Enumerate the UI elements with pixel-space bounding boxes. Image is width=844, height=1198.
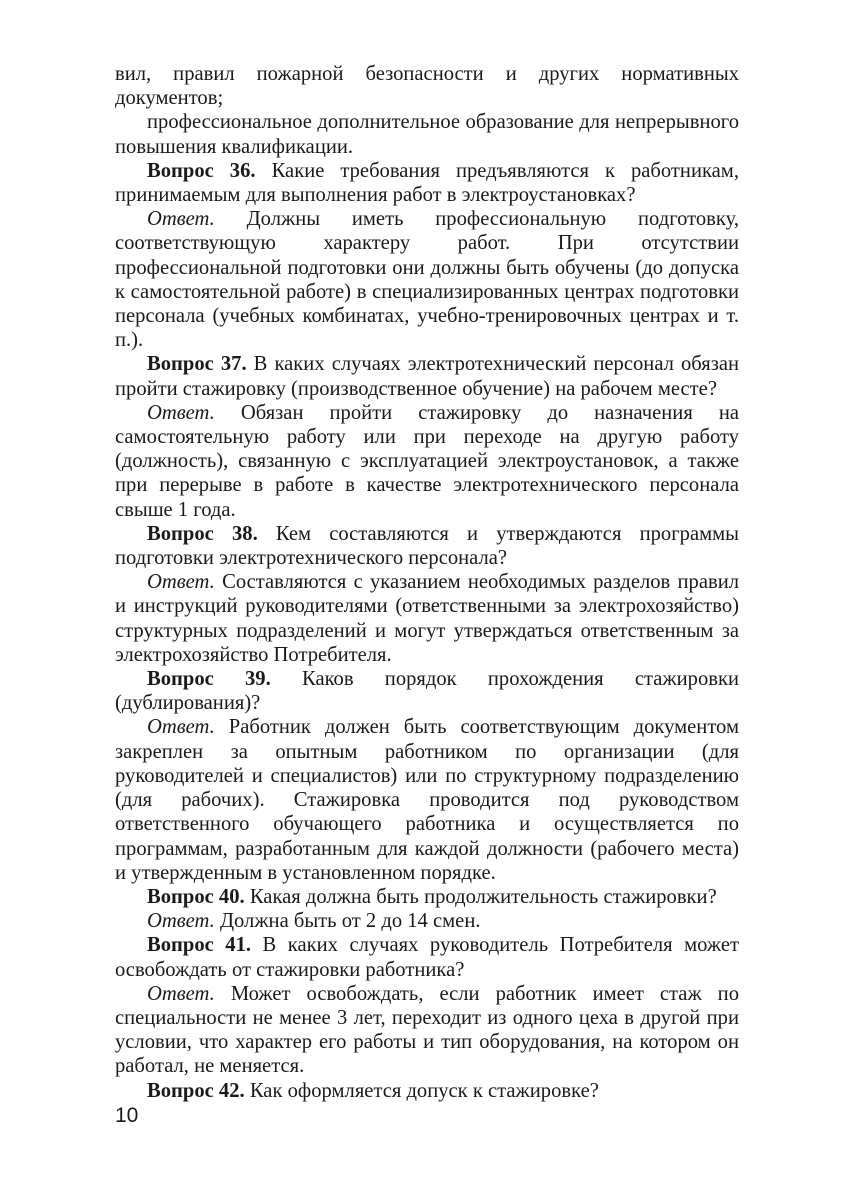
question-label: Вопрос 40. <box>147 885 245 908</box>
answer-label: Ответ. <box>147 208 215 231</box>
question-text: Какие требования предъявляются к работникам, принимаемым для выполнения работ в электроустановках? <box>115 159 739 207</box>
question-text: Кем составляются и утверждаются программы подготовки электротехнического персонала? <box>115 522 739 570</box>
answer-label: Ответ. <box>147 910 215 933</box>
question-text: Какая должна быть продолжительность стажировки? <box>244 885 717 908</box>
answer-40 <box>115 909 739 933</box>
question-label: Вопрос 41. <box>147 934 252 957</box>
question-text: В каких случаях руководитель Потребителя может освобождать от стажировки работника? <box>115 934 739 981</box>
question-label: Вопрос 39. <box>147 668 271 691</box>
question-text: В каких случаях электротехнический персонал обязан пройти стажировку (производственное обучение) на рабочем месте? <box>115 353 740 400</box>
question-label: Вопрос 38. <box>147 522 258 545</box>
answer-label: Ответ. <box>147 571 215 594</box>
answer-41 <box>115 982 739 1079</box>
question-41 <box>115 933 739 981</box>
answer-label: Ответ. <box>147 982 215 1005</box>
question-text: Каков порядок прохождения стажировки (дублирования)? <box>115 668 739 715</box>
answer-text: Составляются с указанием необходимых разделов правил и инструкций руководителями (ответственными за электрохозяйство) структурных подразделений и могут утверждаться ответственным за электрохозяйство Потребителя. <box>115 571 739 666</box>
question-text: Как оформляется допуск к стажировке? <box>244 1079 599 1102</box>
question-39 <box>115 667 739 715</box>
question-36 <box>115 159 739 207</box>
intro-paragraph-2: профессиональное дополнительное образование для непрерывного повышения квалификации. <box>115 111 739 158</box>
page-body <box>115 62 739 1103</box>
answer-text: Должна быть от 2 до 14 смен. <box>214 910 481 933</box>
question-40 <box>115 885 739 909</box>
answer-text: Должны иметь профессиональную подготовку, соответствующую характеру работ. При отсутствии профессиональной подготовки они должны быть обучены (до допуска к самостоятельной работе) в специализированных центрах подготовки персонала (учебных комбинатах, учебно-тренировочных центрах и т. п.). <box>115 208 739 352</box>
answer-text: Может освобождать, если работник имеет стаж по специальности не менее 3 лет, переходит из одного цеха в другой при условии, что характер его работы и тип оборудования, на котором он работал, не меняется. <box>115 982 739 1078</box>
answer-36 <box>115 207 739 352</box>
question-label: Вопрос 42. <box>147 1079 245 1102</box>
question-label: Вопрос 37. <box>147 353 247 376</box>
answer-text: Обязан пройти стажировку до назначения на самостоятельную работу или при переходе на другую работу (должность), связанную с эксплуатацией электроустановок, а также при перерыве в работе в качестве электротехнического персонала свыше 1 года. <box>115 401 739 521</box>
answer-text: Работник должен быть соответствующим документом закреплен за опытным работником по организации (для руководителей и специалистов) или по структурному подразделению (для рабочих). Стажировка проводится под руководством ответственного обучающего работника и осуществляется по программам, разработанным для каждой должности (рабочего места) и утвержденным в установленном порядке. <box>115 716 739 884</box>
question-37 <box>115 352 739 400</box>
question-label: Вопрос 36. <box>147 159 256 182</box>
answer-label: Ответ. <box>147 401 215 424</box>
answer-37 <box>115 401 739 522</box>
answer-label: Ответ. <box>147 716 215 739</box>
answer-38 <box>115 570 739 667</box>
question-38 <box>115 522 739 570</box>
page-number: 10 <box>115 1104 139 1127</box>
answer-39 <box>115 715 739 884</box>
intro-paragraph-1: вил, правил пожарной безопасности и других нормативных документов; <box>115 63 739 110</box>
question-42 <box>115 1079 739 1103</box>
